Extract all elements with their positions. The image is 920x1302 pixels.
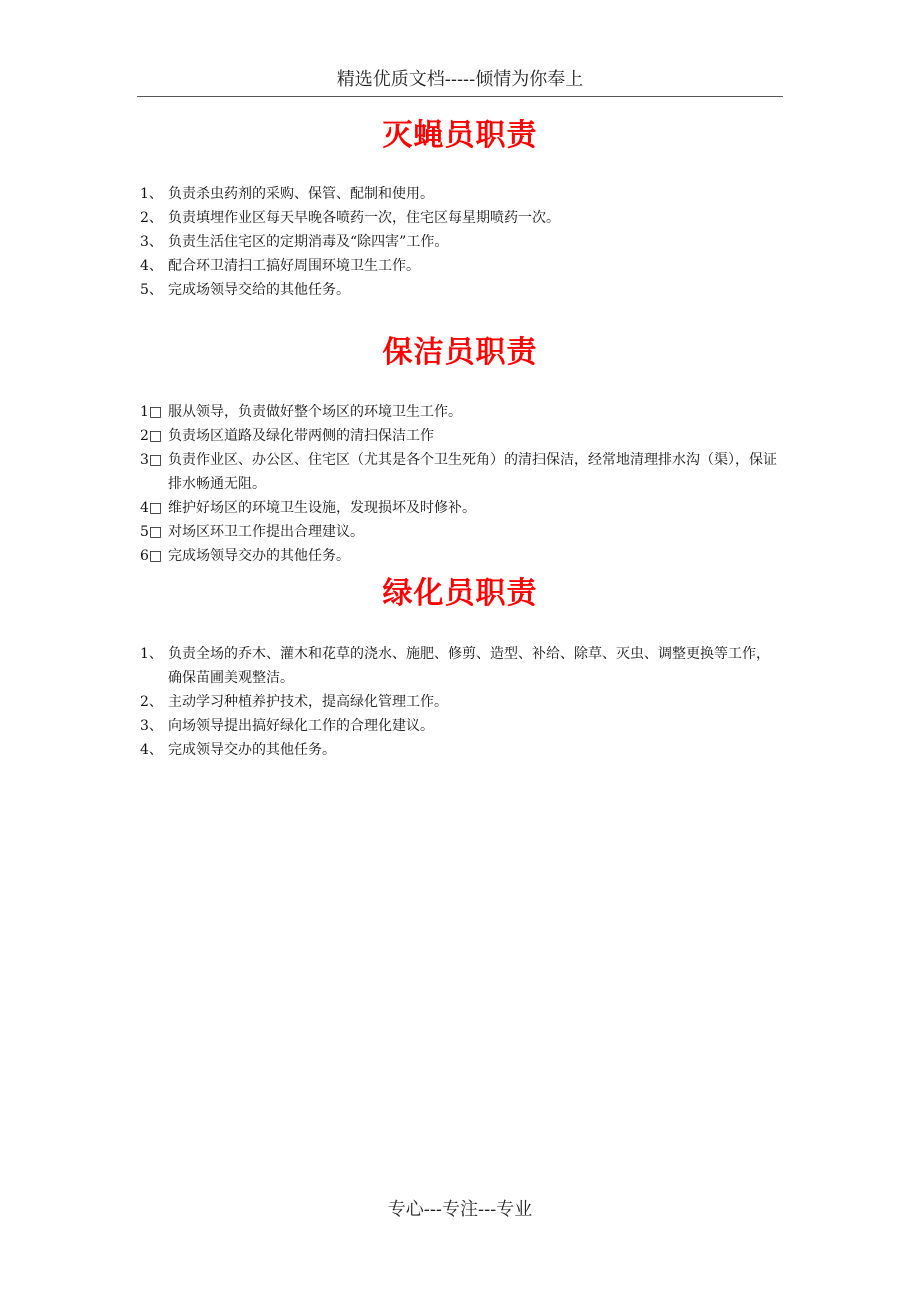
list-item [137,496,783,520]
item-number: 1、 [140,646,163,662]
list-item [137,714,783,738]
item-text: 完成场领导交给的其他任务。 [168,282,350,298]
duty-list-baojie [137,400,783,568]
section-title-baojie: 保洁员职责 [382,335,538,370]
item-text: 完成场领导交办的其他任务。 [168,548,350,564]
list-item [137,690,783,714]
item-text: 主动学习种植养护技术，提高绿化管理工作。 [168,694,448,710]
item-text: 负责场区道路及绿化带两侧的清扫保洁工作 [168,428,434,444]
item-text: 负责作业区、办公区、住宅区（尤其是各个卫生死角）的清扫保洁，经常地清理排水沟（渠），保证排水畅通无阻。 [168,452,777,492]
item-number: 4□ [140,500,163,516]
item-number: 2、 [140,210,163,226]
duty-list-lvhua [137,642,783,762]
item-text: 负责填埋作业区每天早晚各喷药一次，住宅区每星期喷药一次。 [168,210,560,226]
list-item [137,544,783,568]
item-number: 4、 [140,258,163,274]
item-number: 2、 [140,694,163,710]
list-item [137,254,783,278]
header-rule [137,96,783,97]
list-item [137,642,783,690]
item-number: 1、 [140,186,163,202]
list-item [137,182,783,206]
item-number: 4、 [140,742,163,758]
item-text: 配合环卫清扫工搞好周围环境卫生工作。 [168,258,420,274]
page-header: 精选优质文档-----倾情为你奉上 [336,69,584,90]
list-item [137,206,783,230]
list-item [137,230,783,254]
duty-list-mieying [137,182,783,302]
section-title-mieying: 灭蝇员职责 [382,118,538,153]
item-text: 负责生活住宅区的定期消毒及“除四害”工作。 [168,234,449,250]
list-item [137,400,783,424]
item-number: 5、 [140,282,163,298]
list-item [137,520,783,544]
list-item [137,424,783,448]
item-number: 6□ [140,548,163,564]
list-item [137,278,783,302]
item-text: 负责杀虫药剂的采购、保管、配制和使用。 [168,186,434,202]
item-text: 服从领导，负责做好整个场区的环境卫生工作。 [168,404,462,420]
item-text: 向场领导提出搞好绿化工作的合理化建议。 [168,718,434,734]
item-number: 2□ [140,428,163,444]
list-item [137,738,783,762]
item-text: 完成领导交办的其他任务。 [168,742,336,758]
item-text: 对场区环卫工作提出合理建议。 [168,524,364,540]
item-number: 3、 [140,234,163,250]
item-number: 3、 [140,718,163,734]
item-number: 3□ [140,452,163,468]
item-text: 负责全场的乔木、灌木和花草的浇水、施肥、修剪、造型、补给、除草、灭虫、调整更换等工作，确保苗圃美观整洁。 [168,646,770,686]
page-footer: 专心---专注---专业 [387,1199,533,1220]
section-title-lvhua: 绿化员职责 [382,576,538,611]
item-number: 1□ [140,404,163,420]
item-number: 5□ [140,524,163,540]
item-text: 维护好场区的环境卫生设施，发现损坏及时修补。 [168,500,476,516]
list-item [137,448,783,496]
